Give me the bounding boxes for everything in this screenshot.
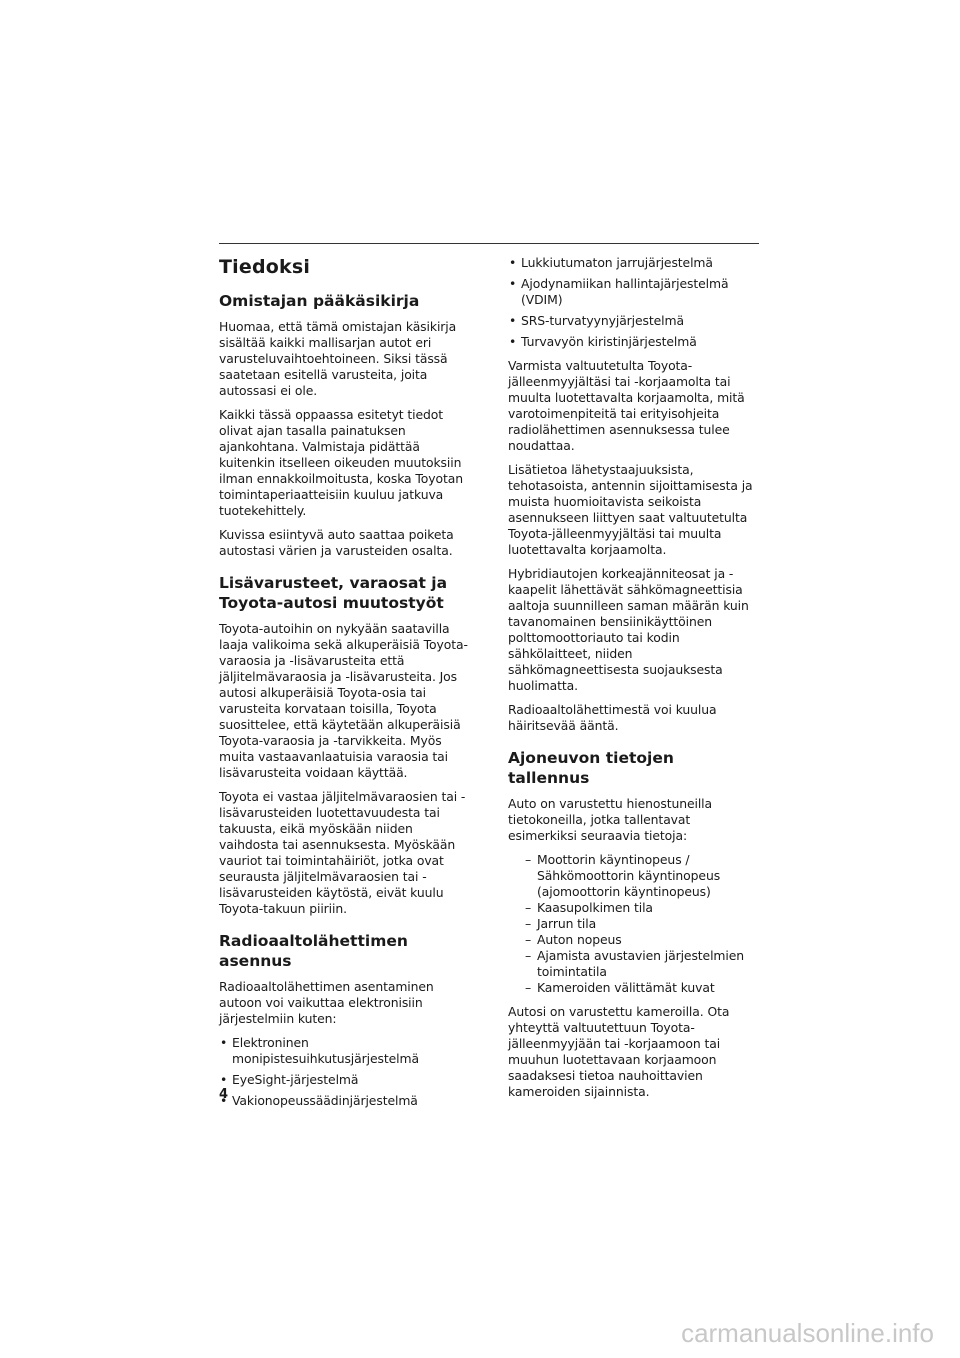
dash-list: [508, 852, 760, 996]
paragraph: Kaikki tässä oppaassa esitetyt tiedot olivat ajan tasalla painatuksen ajankohtana. Valmistaja pidättää kuitenkin itselleen oikeuden muutoksiin ilman ennakkoilmoitusta, koska Toyotan toimintaperiaatteisiin kuuluu jatkuva tuotekehittely.: [219, 407, 463, 518]
list-item: – Auton nopeus: [525, 932, 760, 948]
page-title: Tiedoksi: [219, 256, 311, 278]
list-item: – Jarrun tila: [525, 916, 760, 932]
list-item: • Turvavyön kiristinjärjestelmä: [508, 334, 760, 350]
list-item: • Elektroninen monipistesuihkutusjärjestelmä: [219, 1035, 474, 1067]
section-heading-radio-transmitter: Radioaaltolähettimen asennus: [219, 932, 408, 970]
paragraph: Huomaa, että tämä omistajan käsikirja sisältää kaikki mallisarjan autot eri varusteluvaihtoehtoineen. Siksi tässä saatetaan esitellä varusteita, joita autossasi ei ole.: [219, 319, 457, 398]
bullet-list: [219, 1035, 474, 1109]
paragraph: Radioaaltolähettimestä voi kuulua häiritsevää ääntä.: [508, 702, 717, 733]
list-item: – Ajamista avustavien järjestelmien toimintatila: [525, 948, 760, 980]
list-item: • Lukkiutumaton jarrujärjestelmä: [508, 255, 760, 271]
paragraph: Auto on varustettu hienostuneilla tietokoneilla, jotka tallentavat esimerkiksi seuraavia tietoja:: [508, 796, 713, 843]
paragraph: Toyota-autoihin on nykyään saatavilla laaja valikoima sekä alkuperäisiä Toyota-varaosia ja -lisävarusteita että jäljitelmävaraosia ja -lisävarusteita. Jos autosi alkuperäisiä Toyota-osia tai varusteita korvataan toisilla, Toyota suosittelee, että käytetään alkuperäisiä Toyota-varaosia ja -tarvikkeita. Myös muita vastaavanlaatuisia varaosia tai lisävarusteita voidaan käyttää.: [219, 621, 468, 780]
section-heading-owners-manual: Omistajan pääkäsikirja: [219, 292, 420, 310]
section-heading-vehicle-data: Ajoneuvon tietojen tallennus: [508, 749, 674, 787]
list-item: • Ajodynamiikan hallintajärjestelmä (VDIM): [508, 276, 760, 308]
list-item: – Moottorin käyntinopeus / Sähkömoottorin käyntinopeus (ajomoottorin käyntinopeus): [525, 852, 760, 900]
left-column: [219, 255, 474, 1117]
list-item: – Kaasupolkimen tila: [525, 900, 760, 916]
section-heading-accessories: Lisävarusteet, varaosat ja Toyota-autosi muutostyöt: [219, 574, 448, 612]
watermark: carmanualsonline.info: [681, 1318, 934, 1348]
paragraph: Radioaaltolähettimen asentaminen autoon voi vaikuttaa elektronisiin järjestelmiin kuten:: [219, 979, 434, 1026]
paragraph: Lisätietoa lähetystaajuuksista, tehotasoista, antennin sijoittamisesta ja muista huomioitavista seikoista asennukseen liittyen saat valtuutetulta Toyota-jälleenmyyjältäsi tai muulta luotettavalta korjaamolta.: [508, 462, 753, 557]
page-number: 4: [219, 1087, 229, 1102]
paragraph: Kuvissa esiintyvä auto saattaa poiketa autostasi värien ja varusteiden osalta.: [219, 527, 454, 558]
paragraph: Autosi on varustettu kameroilla. Ota yhteyttä valtuutettuun Toyota-jälleenmyyjään tai -korjaamoon tai muuhun luotettavaan korjaamoon saadaksesi tietoa nauhoittavien kameroiden sijainnista.: [508, 1004, 730, 1099]
bullet-list: [508, 255, 760, 350]
list-item: • SRS-turvatyynyjärjestelmä: [508, 313, 760, 329]
right-column: [508, 255, 760, 1108]
list-item: • EyeSight-järjestelmä: [219, 1072, 474, 1088]
paragraph: Toyota ei vastaa jäljitelmävaraosien tai -lisävarusteiden luotettavuudesta tai takuusta, eikä myöskään niiden vaihdosta tai asennuksesta. Myöskään vauriot tai toimintahäiriöt, jotka ovat seurausta jäljitelmävaraosien tai -lisävarusteiden käytöstä, eivät kuulu Toyota-takuun piiriin.: [219, 789, 466, 916]
list-item: – Kameroiden välittämät kuvat: [525, 980, 760, 996]
paragraph: Varmista valtuutetulta Toyota-jälleenmyyjältäsi tai -korjaamolta tai muulta luotettavalta korjaamolta, mitä varotoimenpiteitä tai erityisohjeita radiolähettimen asennuksessa tulee noudattaa.: [508, 358, 745, 453]
paragraph: Hybridiautojen korkeajänniteosat ja -kaapelit lähettävät sähkömagneettisia aaltoja suunnilleen saman määrän kuin tavanomainen bensiinikäyttöinen polttomoottoriauto tai kodin sähkölaitteet, niiden sähkömagneettisesta suojauksesta huolimatta.: [508, 566, 749, 693]
list-item: • Vakionopeussäädinjärjestelmä: [219, 1093, 474, 1109]
top-rule: [219, 243, 759, 244]
